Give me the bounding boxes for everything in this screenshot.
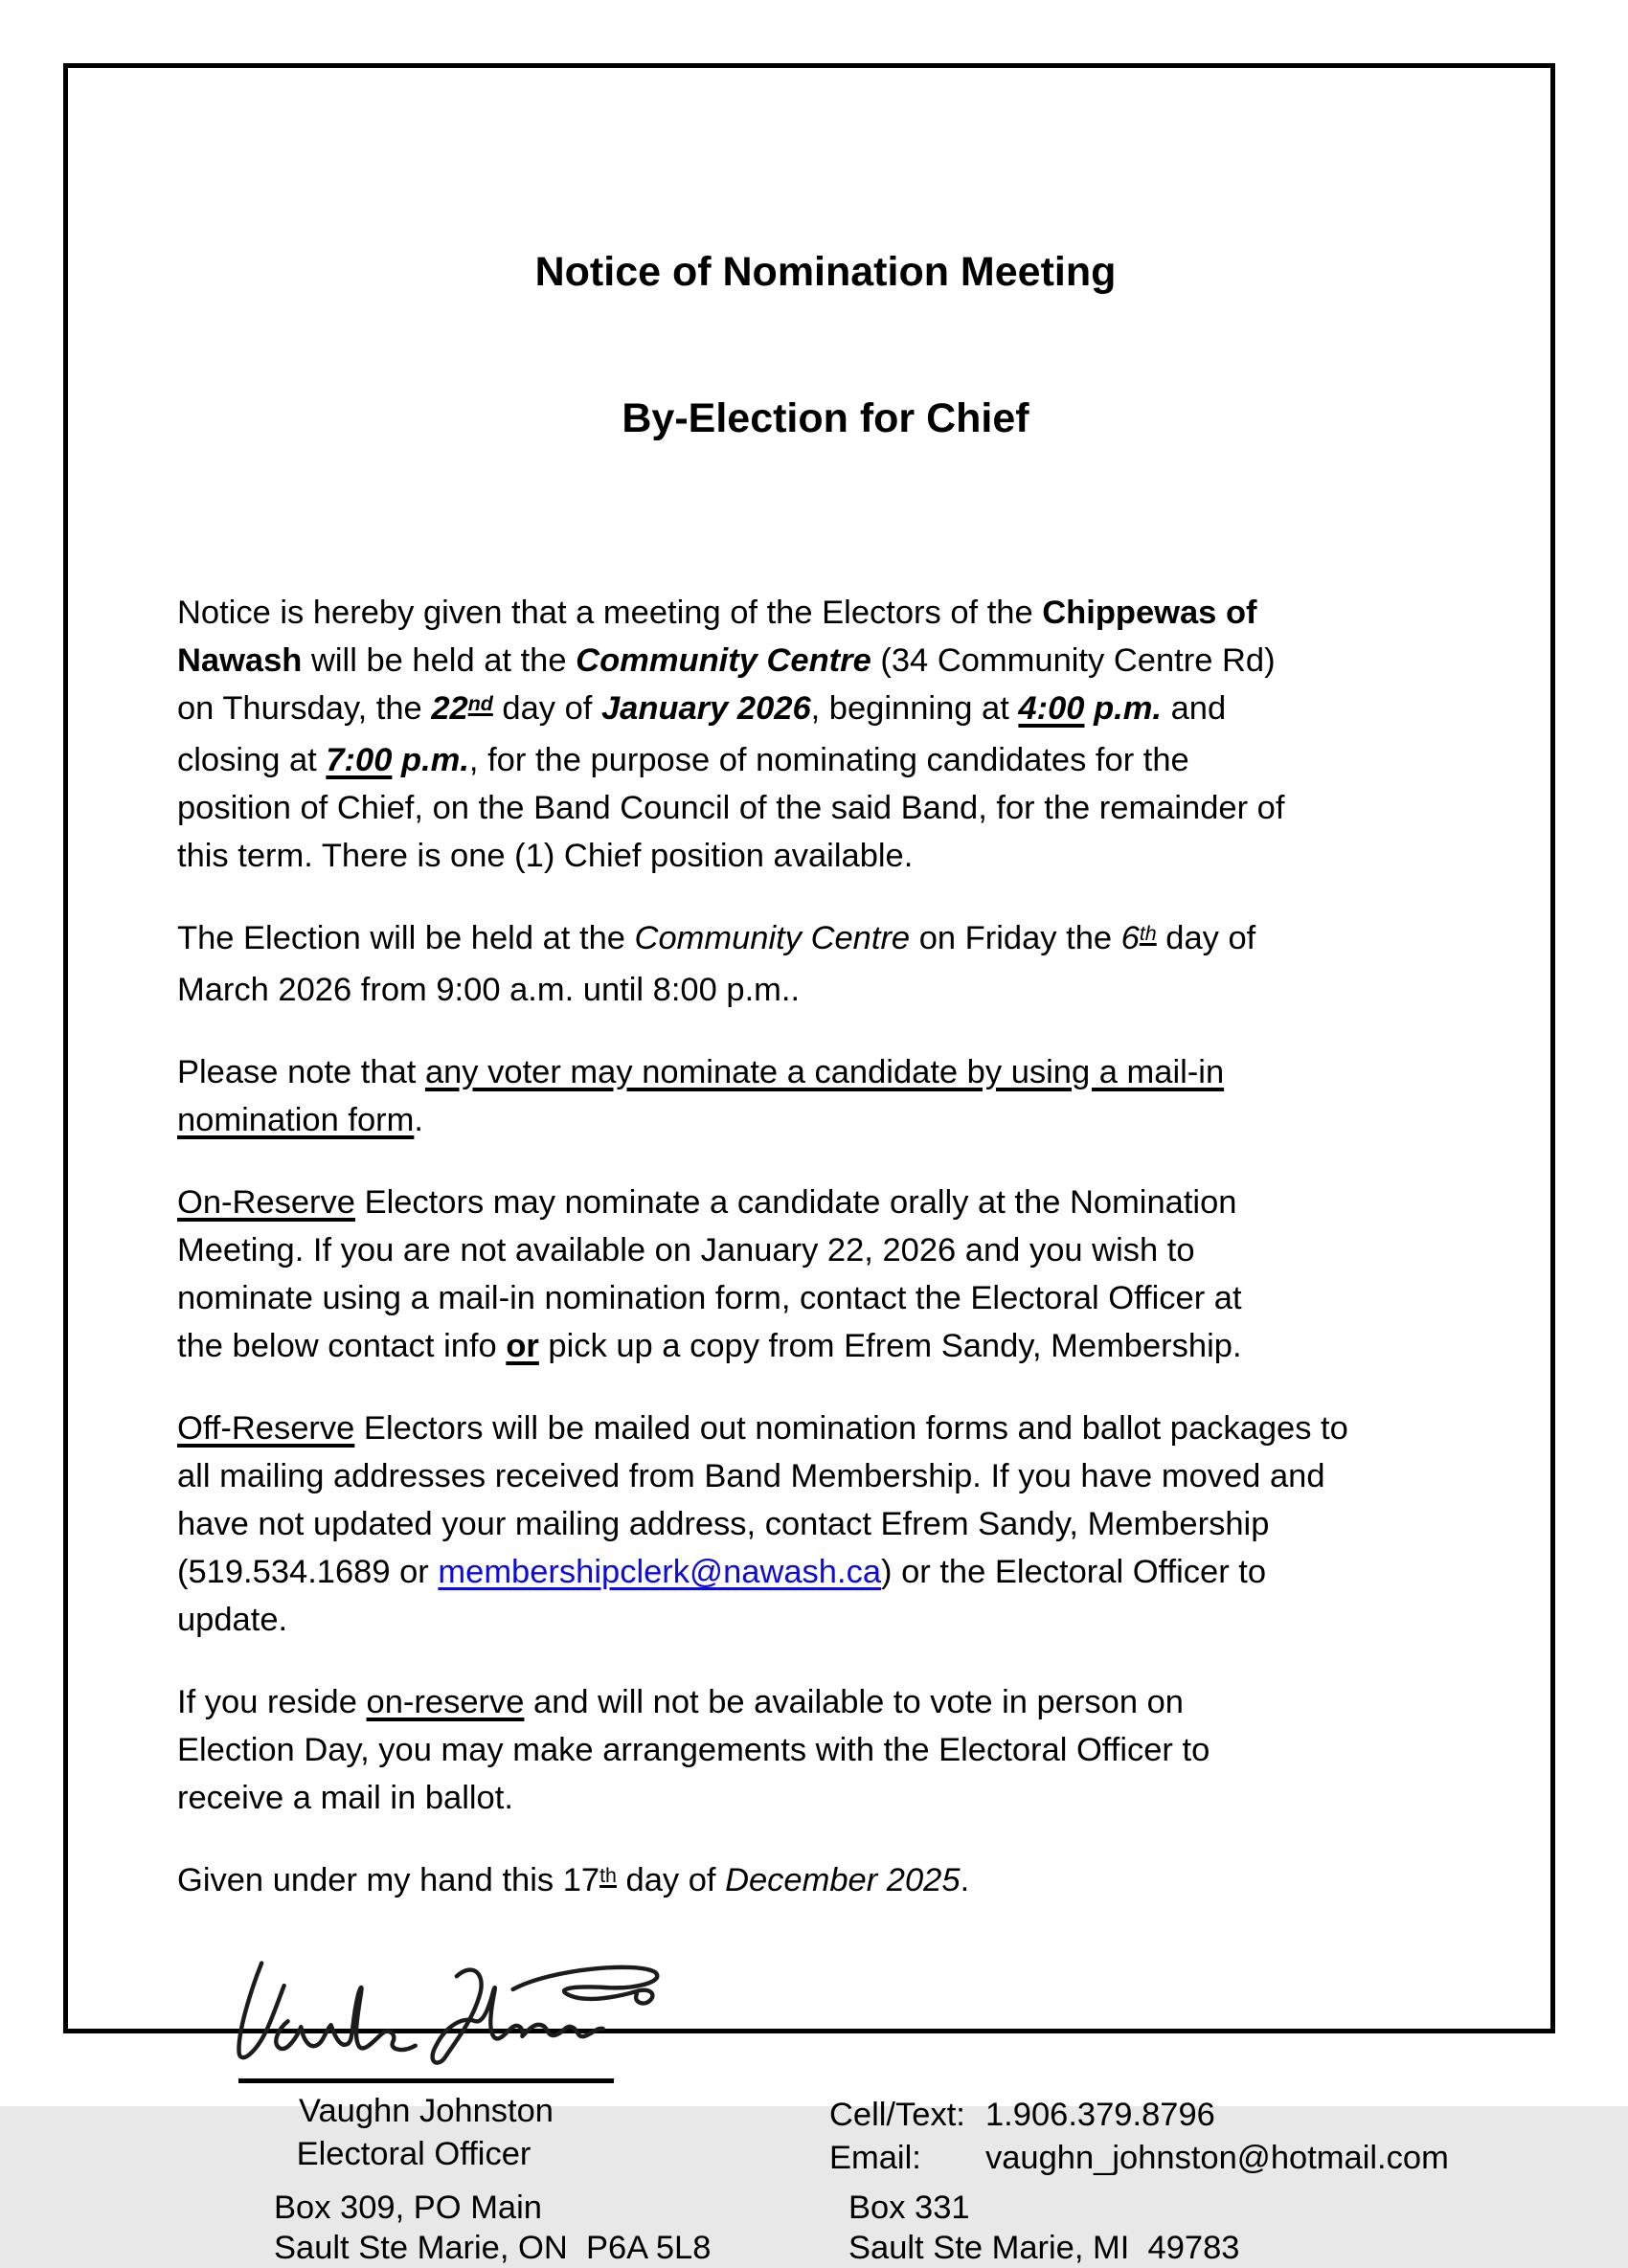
text-run: On-Reserve [177,1184,355,1221]
text-run: The Election will be held at the [177,920,635,956]
text-run: on Friday the [910,920,1121,956]
text-run [1084,690,1094,727]
text-run: December 2025 [725,1862,961,1898]
text-run: 7:00 [326,742,393,778]
document-title-line-1: Notice of Nomination Meeting [534,249,1117,295]
paragraph-line [177,1774,1474,1822]
paragraph-line [177,1452,1474,1500]
paragraph-line [177,685,1474,736]
document-border [63,63,1555,2266]
text-run: . [414,1102,423,1138]
text-run: on-reserve [366,1684,525,1720]
document-title-line-2: By-Election for Chief [622,395,1029,441]
paragraph-line [177,1726,1474,1774]
text-run: 4:00 [1018,690,1085,727]
text-run: this term. There is one (1) Chief position available. [177,838,914,874]
text-run: Electors will be mailed out nomination forms and ballot packages to [354,1410,1348,1447]
text-run: update. [177,1602,288,1638]
paragraph-line [177,1179,1474,1226]
text-run: day of [492,690,601,727]
text-run: January 2026 [600,690,811,727]
text-run: closing at [177,742,327,778]
address-right-line-1: Box 331 [848,2189,970,2226]
paragraph-line [177,1048,1474,1096]
signature-stroke-j [433,1970,482,2063]
paragraph-line [177,1274,1474,1322]
paragraph [177,1678,1474,1822]
text-run: (519.534.1689 or [177,1554,439,1590]
text-run: have not updated your mailing address, contact Efrem Sandy, Membership [177,1506,1270,1542]
signatory-block [238,2083,614,2176]
paragraph [177,1404,1474,1644]
paragraph-line [177,784,1474,832]
contact-label-email: Email: [829,2140,921,2176]
contact-row-cell [829,2094,1449,2137]
text-run: Nawash [177,642,303,679]
text-run: day of [616,1862,726,1898]
text-run: nominate using a mail-in nomination form, contact the Electoral Officer at [177,1280,1242,1316]
text-run: Notice is hereby given that a meeting of the Electors of the [177,595,1043,631]
text-run: and [1161,690,1227,727]
text-run: . [960,1862,970,1898]
contact-label-cell: Cell/Text: [829,2097,965,2133]
text-run: Please note that [177,1054,425,1090]
paragraph-line [177,966,1474,1014]
text-run: Electors may nominate a candidate orally at the Nomination [354,1184,1237,1221]
text-run: Given under my hand this 17 [177,1862,600,1898]
text-run: all mailing addresses received from Band Membership. If you have moved and [177,1458,1325,1494]
paragraph [177,1179,1474,1370]
paragraph-line [177,1500,1474,1548]
text-run: Off-Reserve [177,1410,355,1447]
paragraph-line [177,589,1474,637]
signature-stroke-aughn [276,1987,416,2050]
paragraph [177,1048,1474,1144]
paragraph-line [177,914,1474,966]
text-run: position of Chief, on the Band Council of the said Band, for the remainder of [177,790,1285,826]
addresses [177,2188,1474,2268]
text-run: , beginning at [810,690,1019,727]
address-left [274,2188,848,2268]
text-run: or [506,1328,539,1364]
text-run: nd [467,692,493,716]
signature-image [225,1942,675,2078]
address-left-line-1: Box 309, PO Main [274,2189,542,2226]
paragraph [177,914,1474,1014]
address-left-line-2: Sault Ste Marie, ON P6A 5L8 [274,2230,712,2266]
paragraph-line [177,1096,1474,1144]
contact-value-cell: 1.906.379.8796 [985,2097,1215,2133]
paragraph-line [177,1548,1474,1596]
text-run: 6 [1120,920,1140,956]
contact-value-email: vaughn_johnston@hotmail.com [985,2140,1449,2176]
address-right [848,2188,1239,2268]
address-right-line-2: Sault Ste Marie, MI 49783 [848,2230,1240,2266]
text-run: , for the purpose of nominating candidates for the [468,742,1189,778]
text-run: th [1139,922,1157,946]
text-run: March 2026 from 9:00 a.m. until 8:00 p.m.. [177,972,801,1008]
signature-block [177,1942,1474,2176]
text-run: Chippewas of [1042,595,1257,631]
text-run: If you reside [177,1684,367,1720]
paragraph-line [177,1226,1474,1274]
document-body [177,589,1474,1908]
text-run: the below contact info [177,1328,507,1364]
text-run: p.m. [1094,690,1162,727]
text-run: Meeting. If you are not available on January 22, 2026 and you wish to [177,1232,1195,1269]
text-run: (34 Community Centre Rd) [871,642,1276,679]
text-run: ) or the Electoral Officer to [881,1554,1267,1590]
document-title [177,150,1474,541]
signature-stroke-ohnston [475,1987,602,2038]
paragraph-line [177,1322,1474,1370]
text-run: Election Day, you may make arrangements with the Electoral Officer to [177,1732,1210,1768]
paragraph [177,589,1474,880]
contact-block [829,2094,1449,2180]
text-run: any voter may nominate a candidate by using a mail-in [424,1054,1225,1090]
text-run: will be held at the [302,642,577,679]
text-run: nomination form [177,1102,415,1138]
membership-email-link[interactable]: membershipclerk@nawash.ca [438,1554,882,1590]
text-run: Community Centre [634,920,911,956]
text-run [392,742,401,778]
contact-row-email [829,2137,1449,2180]
text-run: and will not be available to vote in person on [524,1684,1184,1720]
text-run: receive a mail in ballot. [177,1780,513,1816]
text-run: on Thursday, the [177,690,432,727]
paragraph-line [177,832,1474,880]
text-run: Community Centre [576,642,871,679]
paragraph-line [177,637,1474,685]
text-run: th [599,1864,617,1888]
paragraph-line [177,1678,1474,1726]
text-run: p.m. [401,742,469,778]
text-run: 22 [431,690,468,727]
paragraph-line [177,1856,1474,1908]
text-run: day of [1156,920,1256,956]
signature-stroke-flourish [513,1967,658,2004]
paragraph [177,1856,1474,1908]
paragraph-line [177,736,1474,784]
signatory-role: Electoral Officer [296,2136,531,2172]
paragraph-line [177,1596,1474,1644]
signatory-name: Vaughn Johnston [299,2093,554,2129]
paragraph-line [177,1404,1474,1452]
text-run: pick up a copy from Efrem Sandy, Membership. [538,1328,1242,1364]
